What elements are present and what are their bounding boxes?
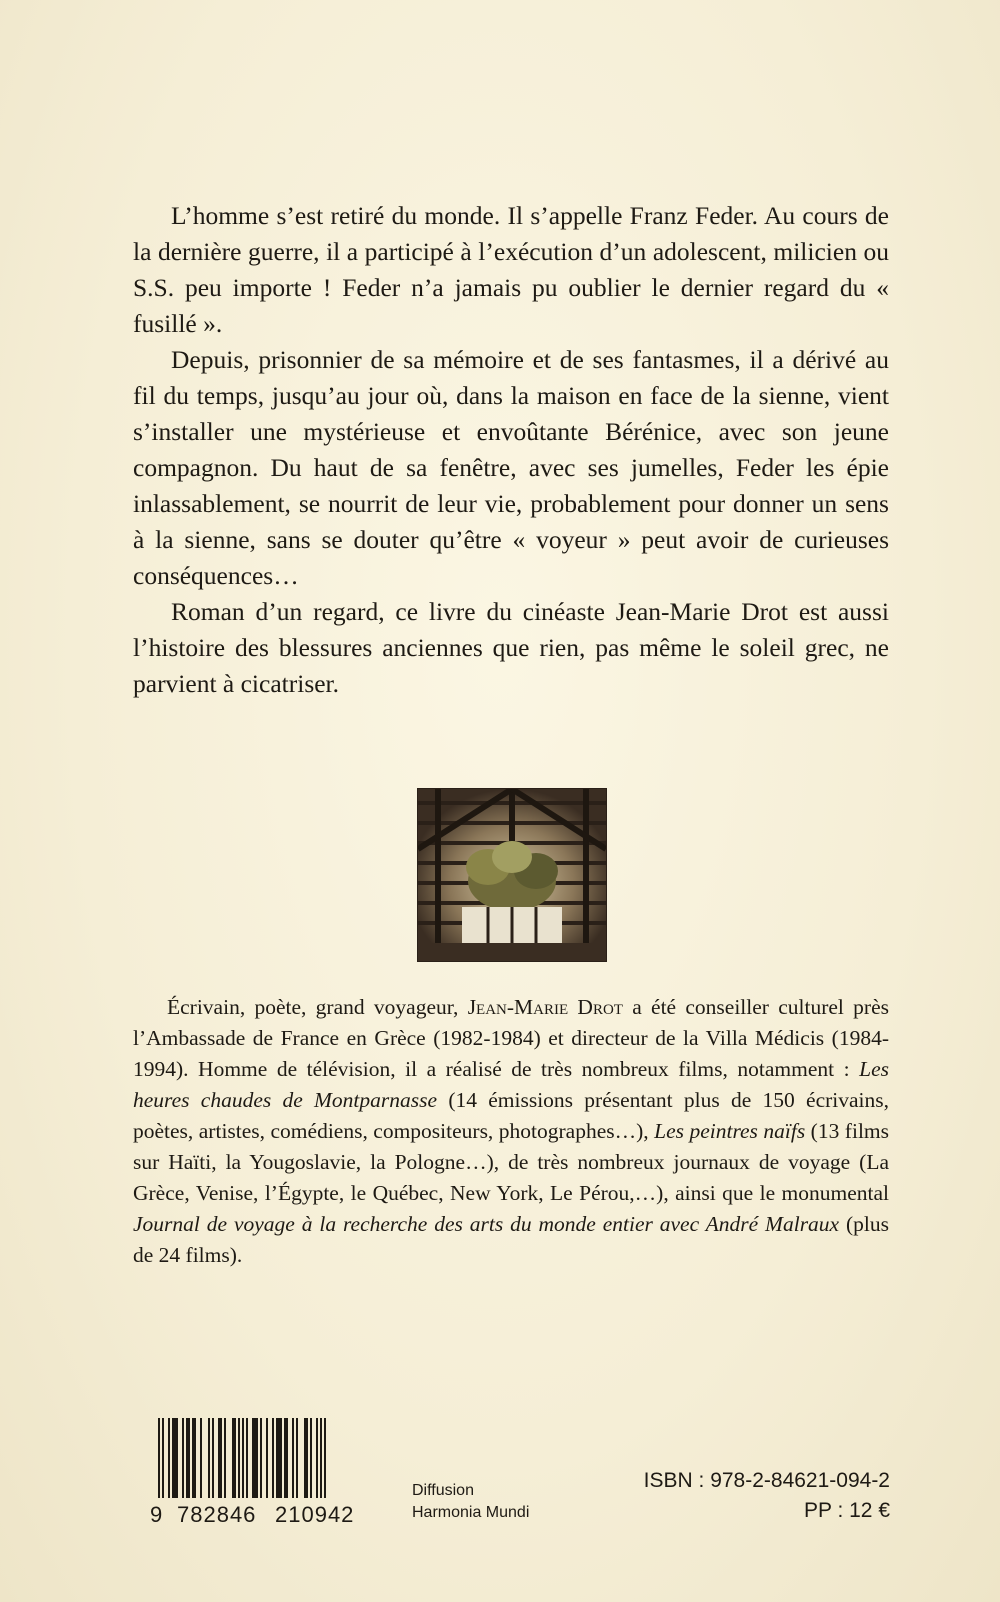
barcode-bar	[162, 1418, 164, 1498]
barcode-bar	[212, 1418, 214, 1498]
barcode-bar	[284, 1418, 288, 1498]
barcode-bar	[208, 1418, 210, 1498]
barcode-bar	[266, 1418, 268, 1498]
price: PP : 12 €	[803, 1499, 890, 1522]
distributor	[412, 1480, 529, 1524]
author-name: Jean-Marie Drot	[467, 995, 623, 1019]
barcode-bar	[320, 1418, 322, 1498]
barcode-bar	[260, 1418, 262, 1498]
barcode-bar	[168, 1418, 170, 1498]
barcode-bar	[232, 1418, 236, 1498]
barcode-left-digits: 782846	[177, 1502, 257, 1527]
barcode-bar	[272, 1418, 274, 1498]
blurb-paragraph-2: Depuis, prisonnier de sa mémoire et de ses fantasmes, il a dérivé au fil du temps, jusqu’au jour où, dans la maison en face de la sienne, vient s’installer une mystérieuse et envoûtante Bérénice, avec son jeune compagnon. Du haut de sa fenêtre, avec ses jumelles, Feder les épie inlassablement, se nourrit de leur vie, probablement pour donner un sens à la sienne, sans se douter qu’être « voyeur » peut avoir de curieuses conséquences…	[133, 345, 889, 590]
barcode-bar	[172, 1418, 178, 1498]
distributor-label: Diffusion	[412, 1482, 474, 1499]
blurb-paragraph-3: Roman d’un regard, ce livre du cinéaste Jean-Marie Drot est aussi l’histoire des blessures anciennes que rien, pas même le soleil grec, ne parvient à cicatriser.	[133, 597, 889, 698]
film-title: Les heures chaudes de Montparnasse	[133, 1057, 889, 1112]
barcode-bar	[218, 1418, 222, 1498]
barcode-right-digits: 210942	[275, 1502, 355, 1527]
barcode	[150, 1418, 390, 1530]
barcode-bars	[158, 1418, 390, 1498]
barcode-bar	[192, 1418, 196, 1498]
barcode-bar	[316, 1418, 318, 1498]
blurb-paragraph-1: L’homme s’est retiré du monde. Il s’appelle Franz Feder. Au cours de la dernière guerre, il a participé à l’exécution d’un adolescent, milicien ou S.S. peu importe ! Feder n’a jamais pu oublier le dernier regard du « fusillé ».	[133, 201, 889, 338]
barcode-bar	[324, 1418, 326, 1498]
bio-paragraph: Écrivain, poète, grand voyageur, Jean-Marie Drot a été conseiller culturel près l’Ambassade de France en Grèce (1982-1984) et directeur de la Villa Médicis (1984-1994). Homme de télévision, il a réalisé de très nombreux films, notamment : Les heures chaudes de Montparnasse (14 émissions présentant plus de 150 écrivains, poètes, artistes, comédiens, compositeurs, photographes…), Les peintres naïfs (13 films sur Haïti, la Yougoslavie, la Pologne…), de très nombreux journaux de voyage (La Grèce, Venise, l’Égypte, le Québec, New York, Le Pérou,…), ainsi que le monumental Journal de voyage à la recherche des arts du monde entier avec André Malraux (plus de 24 films).	[133, 995, 890, 1267]
author-photo	[417, 788, 607, 962]
barcode-bar	[238, 1418, 240, 1498]
barcode-bar	[186, 1418, 190, 1498]
barcode-bar	[304, 1418, 308, 1498]
barcode-bar	[224, 1418, 226, 1498]
barcode-bar	[158, 1418, 160, 1498]
film-title: Les peintres naïfs	[654, 1119, 806, 1143]
barcode-first-digit: 9	[150, 1502, 164, 1527]
barcode-bar	[242, 1418, 244, 1498]
distributor-name: Harmonia Mundi	[412, 1504, 530, 1521]
isbn-number: ISBN : 978-2-84621-094-2	[643, 1469, 890, 1492]
barcode-bar	[246, 1418, 248, 1498]
barcode-bar	[276, 1418, 282, 1498]
barcode-bar	[252, 1418, 258, 1498]
barcode-bar	[292, 1418, 294, 1498]
isbn-block	[644, 1466, 890, 1526]
back-cover-blurb	[133, 198, 889, 702]
author-biography	[133, 992, 889, 1271]
barcode-bar	[296, 1418, 298, 1498]
greenhouse-image	[418, 789, 606, 961]
film-title: Journal de voyage à la recherche des arts du monde entier avec André Malraux	[133, 1212, 840, 1236]
barcode-bar	[310, 1418, 312, 1498]
barcode-bar	[200, 1418, 202, 1498]
barcode-bar	[182, 1418, 184, 1498]
